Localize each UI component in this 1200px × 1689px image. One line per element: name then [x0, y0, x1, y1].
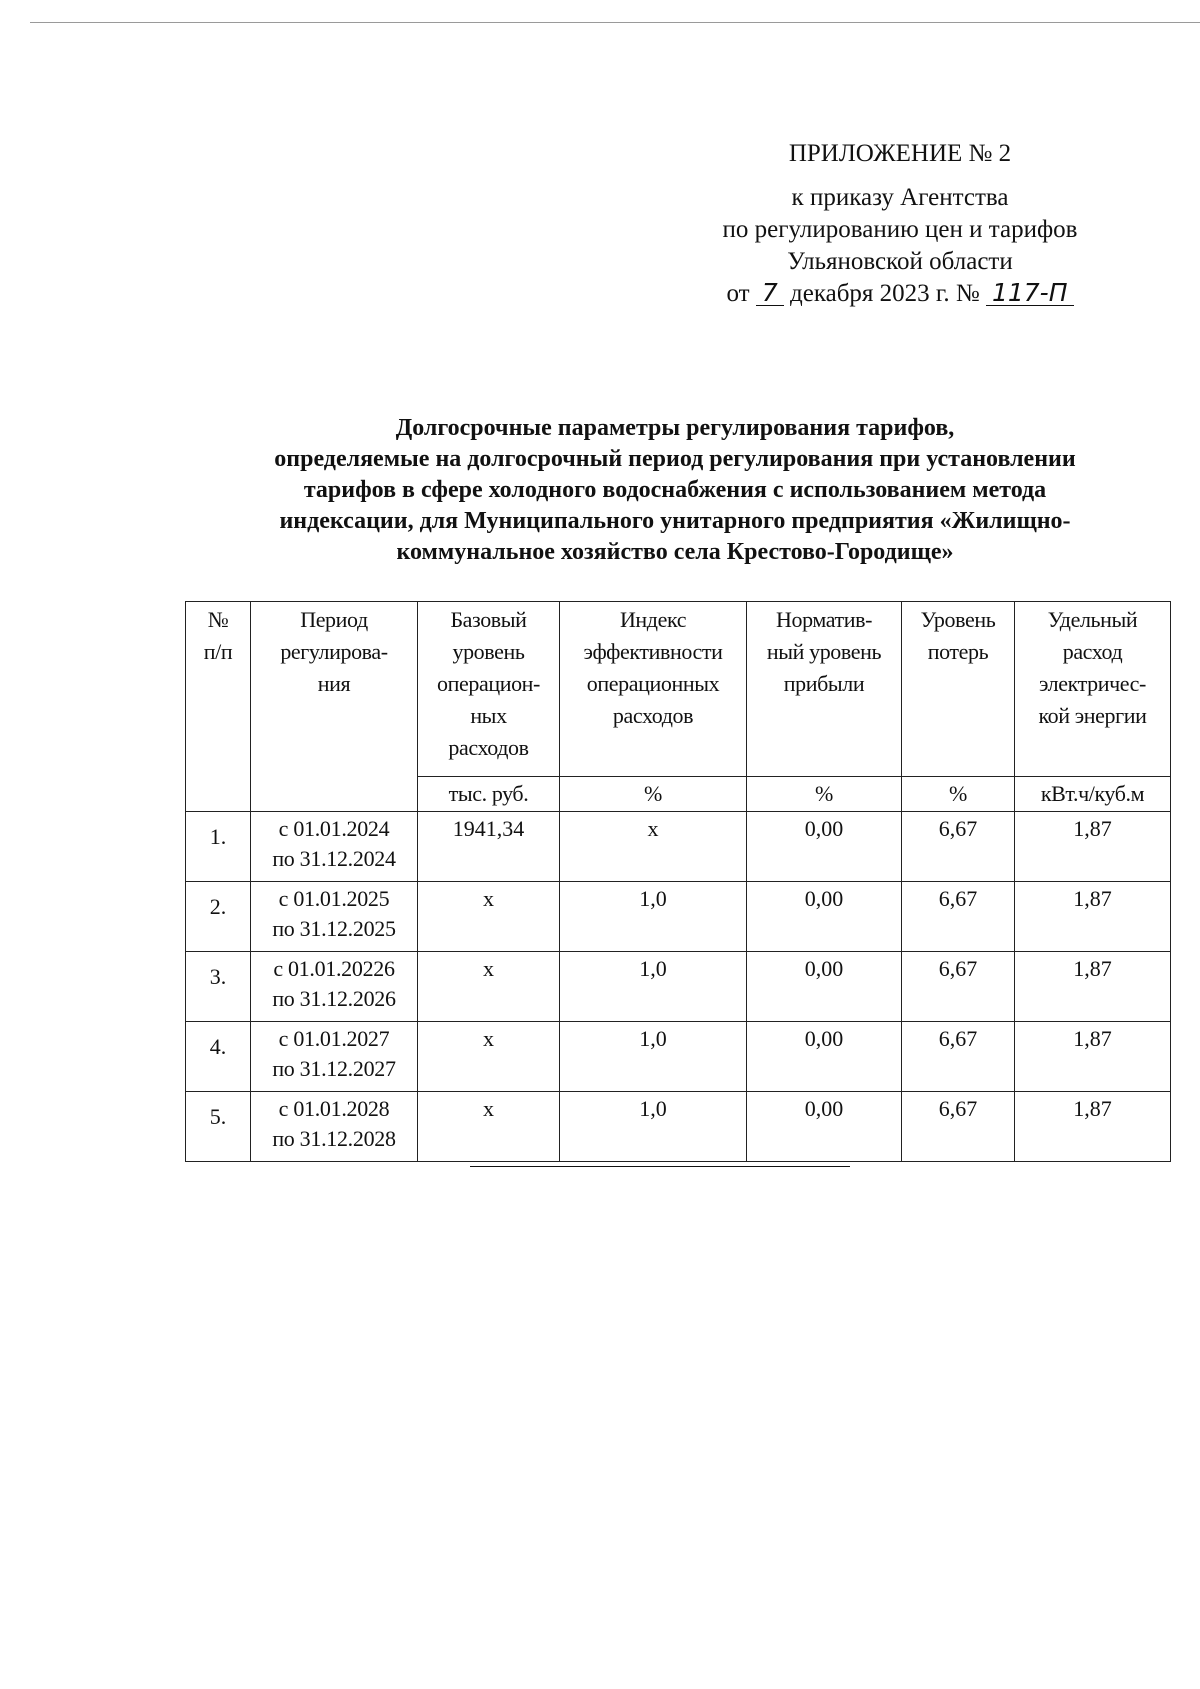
header-cell-energy	[1015, 602, 1171, 777]
header-text-line: Индекс	[619, 607, 687, 632]
value-cell-base: х	[418, 1092, 560, 1162]
value-cell-base: 1941,34	[418, 812, 560, 882]
table-row	[186, 1022, 1171, 1092]
date-prefix: от	[726, 280, 750, 307]
tariff-parameters-table	[185, 601, 1171, 1162]
header-text-line: №	[207, 607, 229, 632]
period-cell	[251, 1022, 418, 1092]
header-row	[186, 602, 1171, 777]
header-cell-index	[560, 602, 747, 777]
value-cell-base: х	[418, 952, 560, 1022]
header-cell-profit	[747, 602, 902, 777]
table-body	[186, 812, 1171, 1162]
period-to: по 31.12.2026	[272, 986, 396, 1011]
header-text-line: ных	[470, 703, 507, 728]
value-cell-profit: 0,00	[747, 812, 902, 882]
value-cell-base: х	[418, 1022, 560, 1092]
header-cell-loss	[902, 602, 1015, 777]
header-text-line: кой энергии	[1038, 703, 1147, 728]
row-number: 4.	[186, 1022, 251, 1092]
value-cell-index: х	[560, 812, 747, 882]
row-number: 5.	[186, 1092, 251, 1162]
value-cell-loss: 6,67	[902, 1092, 1015, 1162]
header-text-line: Норматив-	[775, 607, 873, 632]
header-text-line: п/п	[203, 639, 233, 664]
period-cell	[251, 812, 418, 882]
value-cell-index: 1,0	[560, 952, 747, 1022]
value-cell-loss: 6,67	[902, 882, 1015, 952]
header-text-line: Уровень	[920, 607, 996, 632]
value-cell-index: 1,0	[560, 1022, 747, 1092]
value-cell-energy: 1,87	[1015, 812, 1171, 882]
heading-line-1: Долгосрочные параметры регулирования тарифов,	[395, 415, 955, 441]
heading-line-2: определяемые на долгосрочный период регулирования при установлении	[274, 446, 1076, 472]
date-rest: декабря 2023 г. №	[790, 280, 980, 307]
period-from: с 01.01.2027	[278, 1026, 390, 1051]
table-row	[186, 812, 1171, 882]
value-cell-index: 1,0	[560, 1092, 747, 1162]
document-heading	[180, 413, 1170, 568]
date-day-handwritten: 7	[756, 281, 784, 306]
header-text-line: ния	[317, 671, 351, 696]
header-cell-base	[418, 602, 560, 777]
value-cell-index: 1,0	[560, 882, 747, 952]
header-text-line: регулирова-	[280, 639, 388, 664]
appendix-line-3: Ульяновской области	[787, 248, 1013, 275]
period-to: по 31.12.2025	[272, 916, 396, 941]
order-number-handwritten: 117-П	[986, 281, 1074, 306]
header-cell-period	[251, 602, 418, 812]
unit-cell-base: тыс. руб.	[418, 777, 560, 812]
header-text-line: электричес-	[1039, 671, 1146, 696]
header-text-line: прибыли	[783, 671, 865, 696]
header-text-line: расход	[1062, 639, 1123, 664]
unit-cell-energy: кВт.ч/куб.м	[1015, 777, 1171, 812]
table-row	[186, 882, 1171, 952]
header-text-line: операцион-	[437, 671, 540, 696]
value-cell-profit: 0,00	[747, 952, 902, 1022]
row-number: 1.	[186, 812, 251, 882]
period-to: по 31.12.2028	[272, 1126, 396, 1151]
period-cell	[251, 882, 418, 952]
unit-cell-loss: %	[902, 777, 1015, 812]
appendix-title: ПРИЛОЖЕНИЕ № 2	[788, 140, 1012, 167]
header-text-line: расходов	[612, 703, 694, 728]
value-cell-energy: 1,87	[1015, 1022, 1171, 1092]
unit-cell-profit: %	[747, 777, 902, 812]
header-text-line: операционных	[586, 671, 720, 696]
header-text-line: расходов	[448, 735, 529, 760]
value-cell-energy: 1,87	[1015, 1092, 1171, 1162]
row-number: 3.	[186, 952, 251, 1022]
heading-line-4: индексации, для Муниципального унитарного предприятия «Жилищно-	[279, 508, 1071, 534]
value-cell-profit: 0,00	[747, 1092, 902, 1162]
appendix-line-1: к приказу Агентства	[791, 184, 1009, 211]
period-to: по 31.12.2027	[272, 1056, 396, 1081]
period-from: с 01.01.2028	[278, 1096, 390, 1121]
closing-rule	[470, 1166, 850, 1167]
value-cell-loss: 6,67	[902, 812, 1015, 882]
table-row	[186, 1092, 1171, 1162]
value-cell-loss: 6,67	[902, 1022, 1015, 1092]
appendix-block	[680, 138, 1120, 310]
period-cell	[251, 1092, 418, 1162]
heading-line-3: тарифов в сфере холодного водоснабжения с использованием метода	[303, 477, 1047, 503]
header-text-line: Удельный	[1047, 607, 1138, 632]
header-text-line: эффективности	[583, 639, 723, 664]
heading-line-5: коммунальное хозяйство села Крестово-Городище»	[396, 539, 954, 565]
header-cell-num	[186, 602, 251, 812]
header-text-line: уровень	[452, 639, 525, 664]
value-cell-energy: 1,87	[1015, 882, 1171, 952]
unit-cell-index: %	[560, 777, 747, 812]
value-cell-profit: 0,00	[747, 1022, 902, 1092]
appendix-line-2: по регулированию цен и тарифов	[722, 216, 1078, 243]
value-cell-profit: 0,00	[747, 882, 902, 952]
period-cell	[251, 952, 418, 1022]
appendix-date-line	[680, 278, 1120, 310]
header-text-line: потерь	[927, 639, 989, 664]
table-row	[186, 952, 1171, 1022]
header-text-line: Период	[300, 607, 368, 632]
period-from: с 01.01.20226	[273, 956, 395, 981]
row-number: 2.	[186, 882, 251, 952]
period-from: с 01.01.2025	[278, 886, 390, 911]
header-text-line: Базовый	[450, 607, 527, 632]
value-cell-energy: 1,87	[1015, 952, 1171, 1022]
value-cell-loss: 6,67	[902, 952, 1015, 1022]
header-text-line: ный уровень	[766, 639, 882, 664]
period-from: с 01.01.2024	[278, 816, 390, 841]
value-cell-base: х	[418, 882, 560, 952]
period-to: по 31.12.2024	[272, 846, 396, 871]
top-scan-rule	[30, 22, 1200, 23]
